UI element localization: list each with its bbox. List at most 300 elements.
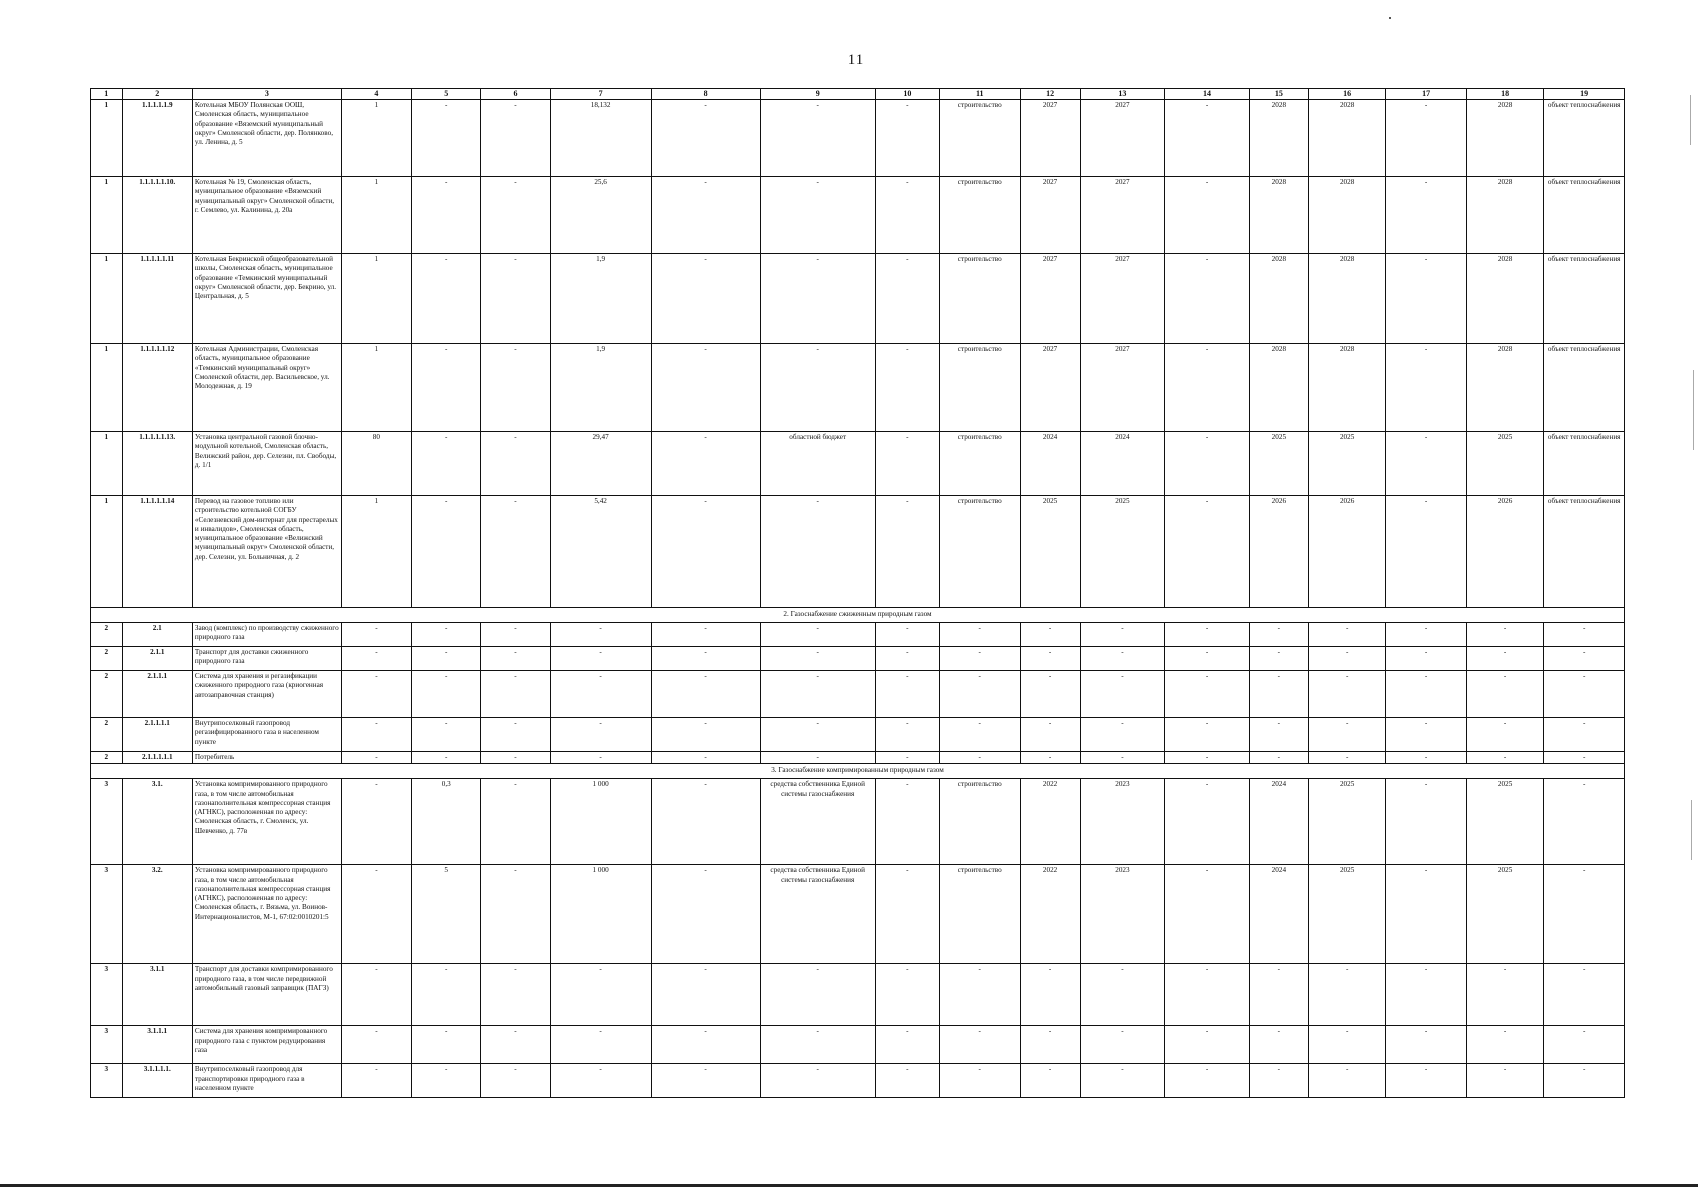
table-cell-11: - — [939, 623, 1020, 647]
table-row — [91, 718, 1625, 752]
table-cell-6: - — [481, 964, 550, 1026]
table-cell-15: 2028 — [1249, 254, 1308, 344]
table-cell-10: - — [875, 865, 939, 964]
table-cell-14: - — [1165, 623, 1250, 647]
column-number: 2 — [122, 89, 192, 100]
table-cell-10: - — [875, 177, 939, 254]
table-cell-16: 2025 — [1308, 779, 1385, 865]
table-cell-12: - — [1020, 1026, 1080, 1064]
table-cell-15: 2028 — [1249, 177, 1308, 254]
table-row — [91, 623, 1625, 647]
table-cell-13: - — [1080, 1026, 1165, 1064]
table-cell-10: - — [875, 496, 939, 608]
table-cell-4: 1 — [341, 344, 411, 432]
table-cell-18: 2028 — [1466, 344, 1543, 432]
table-cell-8: - — [651, 177, 760, 254]
table-cell-16: 2028 — [1308, 100, 1385, 177]
table-cell-14: - — [1165, 647, 1250, 671]
table-cell-5: - — [412, 344, 481, 432]
table-cell-5: - — [412, 964, 481, 1026]
table-cell-4: - — [341, 779, 411, 865]
table-cell-11: - — [939, 964, 1020, 1026]
table-cell-15: 2028 — [1249, 344, 1308, 432]
table-cell-11: - — [939, 647, 1020, 671]
table-cell-9: - — [760, 177, 875, 254]
table-cell-19: объект теплоснабжения — [1544, 432, 1625, 496]
table-cell-7: - — [550, 718, 651, 752]
table-cell-19: - — [1544, 647, 1625, 671]
table-cell-5: - — [412, 496, 481, 608]
table-cell-13: 2027 — [1080, 254, 1165, 344]
section-row — [91, 764, 1625, 779]
table-cell-8: - — [651, 964, 760, 1026]
table-cell-11: - — [939, 752, 1020, 764]
table-cell-3: Котельная МБОУ Полянская ООШ, Смоленская область, муниципальное образование «Вяземский муниципальный округ» Смоленской области, дер. Полянково, ул. Ленина, д. 5 — [192, 100, 341, 177]
table-cell-9: - — [760, 344, 875, 432]
table-cell-4: - — [341, 671, 411, 718]
table-row — [91, 865, 1625, 964]
table-cell-3: Система для хранения компримированного природного газа с пунктом редуцирования газа — [192, 1026, 341, 1064]
table-cell-17: - — [1386, 100, 1467, 177]
table-cell-7: - — [550, 647, 651, 671]
table-cell-11: строительство — [939, 432, 1020, 496]
table-row — [91, 752, 1625, 764]
table-cell-17: - — [1386, 752, 1467, 764]
table-cell-17: - — [1386, 718, 1467, 752]
table-cell-8: - — [651, 623, 760, 647]
table-cell-12: 2027 — [1020, 100, 1080, 177]
column-number: 5 — [412, 89, 481, 100]
table-cell-15: 2025 — [1249, 432, 1308, 496]
table-cell-18: 2028 — [1466, 177, 1543, 254]
table-cell-11: строительство — [939, 865, 1020, 964]
table-cell-1: 2 — [91, 752, 123, 764]
table-cell-15: 2024 — [1249, 779, 1308, 865]
table-cell-2: 1.1.1.1.1.14 — [122, 496, 192, 608]
table-cell-14: - — [1165, 779, 1250, 865]
table-cell-19: - — [1544, 671, 1625, 718]
section-title: 3. Газоснабжение компримированным природным газом — [91, 764, 1625, 779]
table-cell-3: Транспорт для доставки сжиженного природного газа — [192, 647, 341, 671]
table-cell-1: 3 — [91, 779, 123, 865]
table-cell-5: - — [412, 1064, 481, 1098]
edge-mark — [1693, 370, 1694, 450]
table-cell-19: объект теплоснабжения — [1544, 496, 1625, 608]
table-cell-15: 2024 — [1249, 865, 1308, 964]
table-cell-18: - — [1466, 623, 1543, 647]
table-cell-3: Потребитель — [192, 752, 341, 764]
table-cell-3: Завод (комплекс) по производству сжиженного природного газа — [192, 623, 341, 647]
header-row — [91, 89, 1625, 100]
table-cell-5: - — [412, 752, 481, 764]
column-number: 3 — [192, 89, 341, 100]
table-cell-7: - — [550, 752, 651, 764]
column-number: 12 — [1020, 89, 1080, 100]
table-cell-14: - — [1165, 1026, 1250, 1064]
table-cell-11: строительство — [939, 254, 1020, 344]
table-cell-9: - — [760, 647, 875, 671]
table-cell-15: 2028 — [1249, 100, 1308, 177]
table-cell-1: 1 — [91, 254, 123, 344]
table-cell-16: 2025 — [1308, 865, 1385, 964]
table-cell-17: - — [1386, 647, 1467, 671]
table-cell-6: - — [481, 1026, 550, 1064]
table-cell-8: - — [651, 718, 760, 752]
table-cell-7: 29,47 — [550, 432, 651, 496]
table-cell-3: Внутрипоселковый газопровод для транспортировки природного газа в населенном пункте — [192, 1064, 341, 1098]
table-cell-13: - — [1080, 671, 1165, 718]
table-cell-2: 2.1 — [122, 623, 192, 647]
table-cell-3: Транспорт для доставки компримированного природного газа, в том числе передвижной автомобильный газовый заправщик (ПАГЗ) — [192, 964, 341, 1026]
scan-speck — [1389, 17, 1391, 19]
table-cell-18: - — [1466, 718, 1543, 752]
table-cell-2: 2.1.1.1.1 — [122, 718, 192, 752]
table-cell-8: - — [651, 779, 760, 865]
table-cell-15: - — [1249, 752, 1308, 764]
table-cell-13: 2027 — [1080, 100, 1165, 177]
table-cell-1: 1 — [91, 344, 123, 432]
table-cell-1: 2 — [91, 671, 123, 718]
table-cell-4: - — [341, 1064, 411, 1098]
table-cell-16: - — [1308, 623, 1385, 647]
table-cell-4: - — [341, 718, 411, 752]
table-cell-9: - — [760, 1026, 875, 1064]
table-cell-9: - — [760, 752, 875, 764]
column-number: 8 — [651, 89, 760, 100]
table-cell-19: - — [1544, 1026, 1625, 1064]
table-cell-14: - — [1165, 752, 1250, 764]
table-cell-9: - — [760, 671, 875, 718]
table-cell-7: - — [550, 671, 651, 718]
page-number: 11 — [847, 52, 865, 68]
table-cell-12: 2027 — [1020, 177, 1080, 254]
table-cell-12: - — [1020, 647, 1080, 671]
table-cell-4: - — [341, 647, 411, 671]
table-cell-2: 1.1.1.1.1.12 — [122, 344, 192, 432]
table-cell-1: 3 — [91, 964, 123, 1026]
column-number: 18 — [1466, 89, 1543, 100]
table-cell-2: 1.1.1.1.1.10. — [122, 177, 192, 254]
table-cell-12: - — [1020, 671, 1080, 718]
table-cell-11: строительство — [939, 177, 1020, 254]
column-number: 13 — [1080, 89, 1165, 100]
table-cell-9: - — [760, 254, 875, 344]
table-cell-16: 2025 — [1308, 432, 1385, 496]
table-cell-2: 2.1.1.1.1.1 — [122, 752, 192, 764]
table-row — [91, 964, 1625, 1026]
table-cell-4: - — [341, 1026, 411, 1064]
table-cell-3: Установка компримированного природного газа, в том числе автомобильная газонаполнительная компрессорная станция (АГНКС), расположенная по адресу: Смоленская область, г. Смоленск, ул. Шевченко, д. 77в — [192, 779, 341, 865]
table-cell-19: - — [1544, 779, 1625, 865]
table-cell-6: - — [481, 432, 550, 496]
table-cell-17: - — [1386, 344, 1467, 432]
bottom-rule — [0, 1184, 1698, 1187]
table-cell-5: - — [412, 100, 481, 177]
table-cell-19: объект теплоснабжения — [1544, 177, 1625, 254]
table-cell-10: - — [875, 647, 939, 671]
table-cell-18: 2025 — [1466, 865, 1543, 964]
table-cell-18: - — [1466, 671, 1543, 718]
table-cell-16: 2028 — [1308, 254, 1385, 344]
table-cell-4: - — [341, 865, 411, 964]
table-cell-17: - — [1386, 671, 1467, 718]
table-cell-3: Система для хранения и регазификации сжиженного природного газа (криогенная автозаправочная станция) — [192, 671, 341, 718]
table-cell-2: 1.1.1.1.1.11 — [122, 254, 192, 344]
table-cell-10: - — [875, 1026, 939, 1064]
table-cell-16: - — [1308, 964, 1385, 1026]
table-cell-7: 18,132 — [550, 100, 651, 177]
table-row — [91, 779, 1625, 865]
column-number: 16 — [1308, 89, 1385, 100]
table-cell-17: - — [1386, 964, 1467, 1026]
table-cell-17: - — [1386, 1026, 1467, 1064]
table-cell-4: - — [341, 623, 411, 647]
table-cell-5: 0,3 — [412, 779, 481, 865]
table-cell-17: - — [1386, 623, 1467, 647]
table-cell-19: - — [1544, 865, 1625, 964]
table-cell-18: - — [1466, 1026, 1543, 1064]
table-cell-6: - — [481, 100, 550, 177]
table-cell-14: - — [1165, 344, 1250, 432]
table-cell-1: 2 — [91, 718, 123, 752]
table-cell-4: 80 — [341, 432, 411, 496]
table-cell-19: - — [1544, 718, 1625, 752]
table-cell-13: 2024 — [1080, 432, 1165, 496]
table-cell-2: 3.1.1.1 — [122, 1026, 192, 1064]
table-cell-14: - — [1165, 964, 1250, 1026]
table-cell-6: - — [481, 254, 550, 344]
table-cell-9: - — [760, 718, 875, 752]
table-row — [91, 1064, 1625, 1098]
table-cell-13: - — [1080, 623, 1165, 647]
table-cell-7: 1 000 — [550, 865, 651, 964]
column-number: 6 — [481, 89, 550, 100]
table-cell-8: - — [651, 344, 760, 432]
table-cell-7: 5,42 — [550, 496, 651, 608]
table-cell-9: областной бюджет — [760, 432, 875, 496]
table-cell-12: 2027 — [1020, 254, 1080, 344]
table-cell-17: - — [1386, 254, 1467, 344]
table-cell-10: - — [875, 344, 939, 432]
table-cell-10: - — [875, 1064, 939, 1098]
table-cell-6: - — [481, 623, 550, 647]
table-cell-5: - — [412, 1026, 481, 1064]
table-cell-13: - — [1080, 1064, 1165, 1098]
table-cell-7: 25,6 — [550, 177, 651, 254]
table-cell-14: - — [1165, 671, 1250, 718]
table-cell-9: - — [760, 623, 875, 647]
table-cell-19: - — [1544, 752, 1625, 764]
column-number: 9 — [760, 89, 875, 100]
table-cell-6: - — [481, 344, 550, 432]
table-cell-6: - — [481, 1064, 550, 1098]
table-cell-19: - — [1544, 1064, 1625, 1098]
table-cell-3: Котельная Администрации, Смоленская область, муниципальное образование «Темкинский муниципальный округ» Смоленской области, дер. Васильевское, ул. Молодежная, д. 19 — [192, 344, 341, 432]
table-cell-13: 2027 — [1080, 344, 1165, 432]
table-cell-19: объект теплоснабжения — [1544, 254, 1625, 344]
table-cell-8: - — [651, 1026, 760, 1064]
table-cell-11: строительство — [939, 779, 1020, 865]
table-cell-11: - — [939, 1026, 1020, 1064]
table-cell-11: - — [939, 1064, 1020, 1098]
table-cell-13: - — [1080, 964, 1165, 1026]
table-cell-14: - — [1165, 718, 1250, 752]
table-cell-7: 1,9 — [550, 344, 651, 432]
table-cell-3: Перевод на газовое топливо или строительство котельной СОГБУ «Селезневский дом-интернат для престарелых и инвалидов», Смоленская область, муниципальное образование «Велижский муниципальный округ» Смоленской области, дер. Селезни, ул. Больничная, д. 2 — [192, 496, 341, 608]
table-cell-7: - — [550, 1064, 651, 1098]
table-cell-18: 2025 — [1466, 432, 1543, 496]
table-cell-14: - — [1165, 432, 1250, 496]
table-cell-10: - — [875, 671, 939, 718]
table-cell-5: - — [412, 623, 481, 647]
table-cell-12: - — [1020, 964, 1080, 1026]
table-cell-14: - — [1165, 1064, 1250, 1098]
table-cell-13: - — [1080, 752, 1165, 764]
table-cell-2: 3.1.1 — [122, 964, 192, 1026]
table-cell-11: - — [939, 718, 1020, 752]
table-cell-4: 1 — [341, 254, 411, 344]
table-cell-1: 1 — [91, 496, 123, 608]
column-number: 10 — [875, 89, 939, 100]
table-row — [91, 432, 1625, 496]
table-cell-10: - — [875, 432, 939, 496]
table-cell-7: - — [550, 964, 651, 1026]
table-cell-1: 2 — [91, 623, 123, 647]
table-cell-19: объект теплоснабжения — [1544, 100, 1625, 177]
table-cell-1: 1 — [91, 177, 123, 254]
table-row — [91, 647, 1625, 671]
table-cell-1: 3 — [91, 1064, 123, 1098]
table-cell-9: - — [760, 964, 875, 1026]
table-cell-12: 2022 — [1020, 779, 1080, 865]
table-row — [91, 254, 1625, 344]
table-cell-3: Внутрипоселковый газопровод регазифицированного газа в населенном пункте — [192, 718, 341, 752]
table-cell-12: 2025 — [1020, 496, 1080, 608]
table-cell-14: - — [1165, 177, 1250, 254]
table-cell-5: - — [412, 177, 481, 254]
table-cell-15: 2026 — [1249, 496, 1308, 608]
table-cell-12: - — [1020, 1064, 1080, 1098]
table-cell-5: - — [412, 254, 481, 344]
table-cell-11: строительство — [939, 100, 1020, 177]
table-cell-5: - — [412, 647, 481, 671]
table-cell-4: 1 — [341, 100, 411, 177]
table-cell-11: строительство — [939, 496, 1020, 608]
table-cell-17: - — [1386, 779, 1467, 865]
table-cell-6: - — [481, 865, 550, 964]
table-cell-6: - — [481, 177, 550, 254]
table-cell-14: - — [1165, 100, 1250, 177]
table-cell-6: - — [481, 779, 550, 865]
table-cell-8: - — [651, 671, 760, 718]
table-cell-10: - — [875, 100, 939, 177]
table-cell-16: - — [1308, 1026, 1385, 1064]
table-cell-18: 2026 — [1466, 496, 1543, 608]
table-cell-12: 2022 — [1020, 865, 1080, 964]
table-cell-5: - — [412, 718, 481, 752]
table-cell-8: - — [651, 1064, 760, 1098]
table-cell-4: 1 — [341, 496, 411, 608]
table-cell-2: 3.2. — [122, 865, 192, 964]
table-cell-16: - — [1308, 718, 1385, 752]
table-cell-12: - — [1020, 623, 1080, 647]
table-cell-13: 2027 — [1080, 177, 1165, 254]
column-number: 1 — [91, 89, 123, 100]
table-cell-15: - — [1249, 623, 1308, 647]
table-row — [91, 100, 1625, 177]
table-cell-8: - — [651, 496, 760, 608]
table-cell-2: 2.1.1 — [122, 647, 192, 671]
table-cell-6: - — [481, 718, 550, 752]
table-cell-16: - — [1308, 671, 1385, 718]
table-cell-6: - — [481, 647, 550, 671]
table-cell-8: - — [651, 100, 760, 177]
table-cell-4: - — [341, 752, 411, 764]
section-row — [91, 608, 1625, 623]
table-row — [91, 671, 1625, 718]
table-cell-15: - — [1249, 1026, 1308, 1064]
table-cell-2: 2.1.1.1 — [122, 671, 192, 718]
table-cell-4: 1 — [341, 177, 411, 254]
table-cell-3: Установка компримированного природного газа, в том числе автомобильная газонаполнительная компрессорная станция (АГНКС), расположенная по адресу: Смоленская область, г. Вязьма, ул. Воинов-Интернационалистов, М-1, 67:02:0010201:5 — [192, 865, 341, 964]
table-cell-17: - — [1386, 432, 1467, 496]
table-cell-17: - — [1386, 1064, 1467, 1098]
table-cell-9: - — [760, 496, 875, 608]
table-cell-14: - — [1165, 496, 1250, 608]
table-cell-3: Котельная Бекринской общеобразовательной школы, Смоленская область, муниципальное образование «Темкинский муниципальный округ» Смоленской области, дер. Бекрино, ул. Центральная, д. 5 — [192, 254, 341, 344]
table-cell-15: - — [1249, 671, 1308, 718]
table-row — [91, 344, 1625, 432]
table-cell-18: - — [1466, 964, 1543, 1026]
table-cell-16: - — [1308, 1064, 1385, 1098]
table-cell-1: 2 — [91, 647, 123, 671]
table-cell-3: Котельная № 19, Смоленская область, муниципальное образование «Вяземский муниципальный округ» Смоленской области, г. Семлево, ул. Калинина, д. 20а — [192, 177, 341, 254]
table-cell-16: 2026 — [1308, 496, 1385, 608]
table-cell-16: 2028 — [1308, 177, 1385, 254]
table-cell-10: - — [875, 964, 939, 1026]
table-cell-5: - — [412, 432, 481, 496]
table-cell-8: - — [651, 647, 760, 671]
table-cell-14: - — [1165, 865, 1250, 964]
document-table — [90, 88, 1625, 1098]
table-cell-13: 2023 — [1080, 865, 1165, 964]
table-cell-9: средства собственника Единой системы газоснабжения — [760, 779, 875, 865]
table-cell-2: 1.1.1.1.1.13. — [122, 432, 192, 496]
table-cell-2: 3.1. — [122, 779, 192, 865]
table-cell-10: - — [875, 779, 939, 865]
table-cell-6: - — [481, 496, 550, 608]
column-number: 11 — [939, 89, 1020, 100]
table-cell-16: - — [1308, 647, 1385, 671]
table-row — [91, 1026, 1625, 1064]
table-cell-15: - — [1249, 647, 1308, 671]
table-cell-6: - — [481, 752, 550, 764]
table-cell-1: 1 — [91, 432, 123, 496]
table-row — [91, 496, 1625, 608]
table-cell-7: - — [550, 623, 651, 647]
table-cell-2: 1.1.1.1.1.9 — [122, 100, 192, 177]
table-cell-17: - — [1386, 177, 1467, 254]
table-cell-16: 2028 — [1308, 344, 1385, 432]
table-cell-9: - — [760, 100, 875, 177]
table-cell-15: - — [1249, 964, 1308, 1026]
table-cell-1: 3 — [91, 865, 123, 964]
table-cell-10: - — [875, 254, 939, 344]
table-cell-3: Установка центральной газовой блочно-модульной котельной, Смоленская область, Велижский район, дер. Селезни, пл. Свободы, д. 1/1 — [192, 432, 341, 496]
table-cell-18: 2028 — [1466, 254, 1543, 344]
table-cell-10: - — [875, 718, 939, 752]
column-number: 7 — [550, 89, 651, 100]
